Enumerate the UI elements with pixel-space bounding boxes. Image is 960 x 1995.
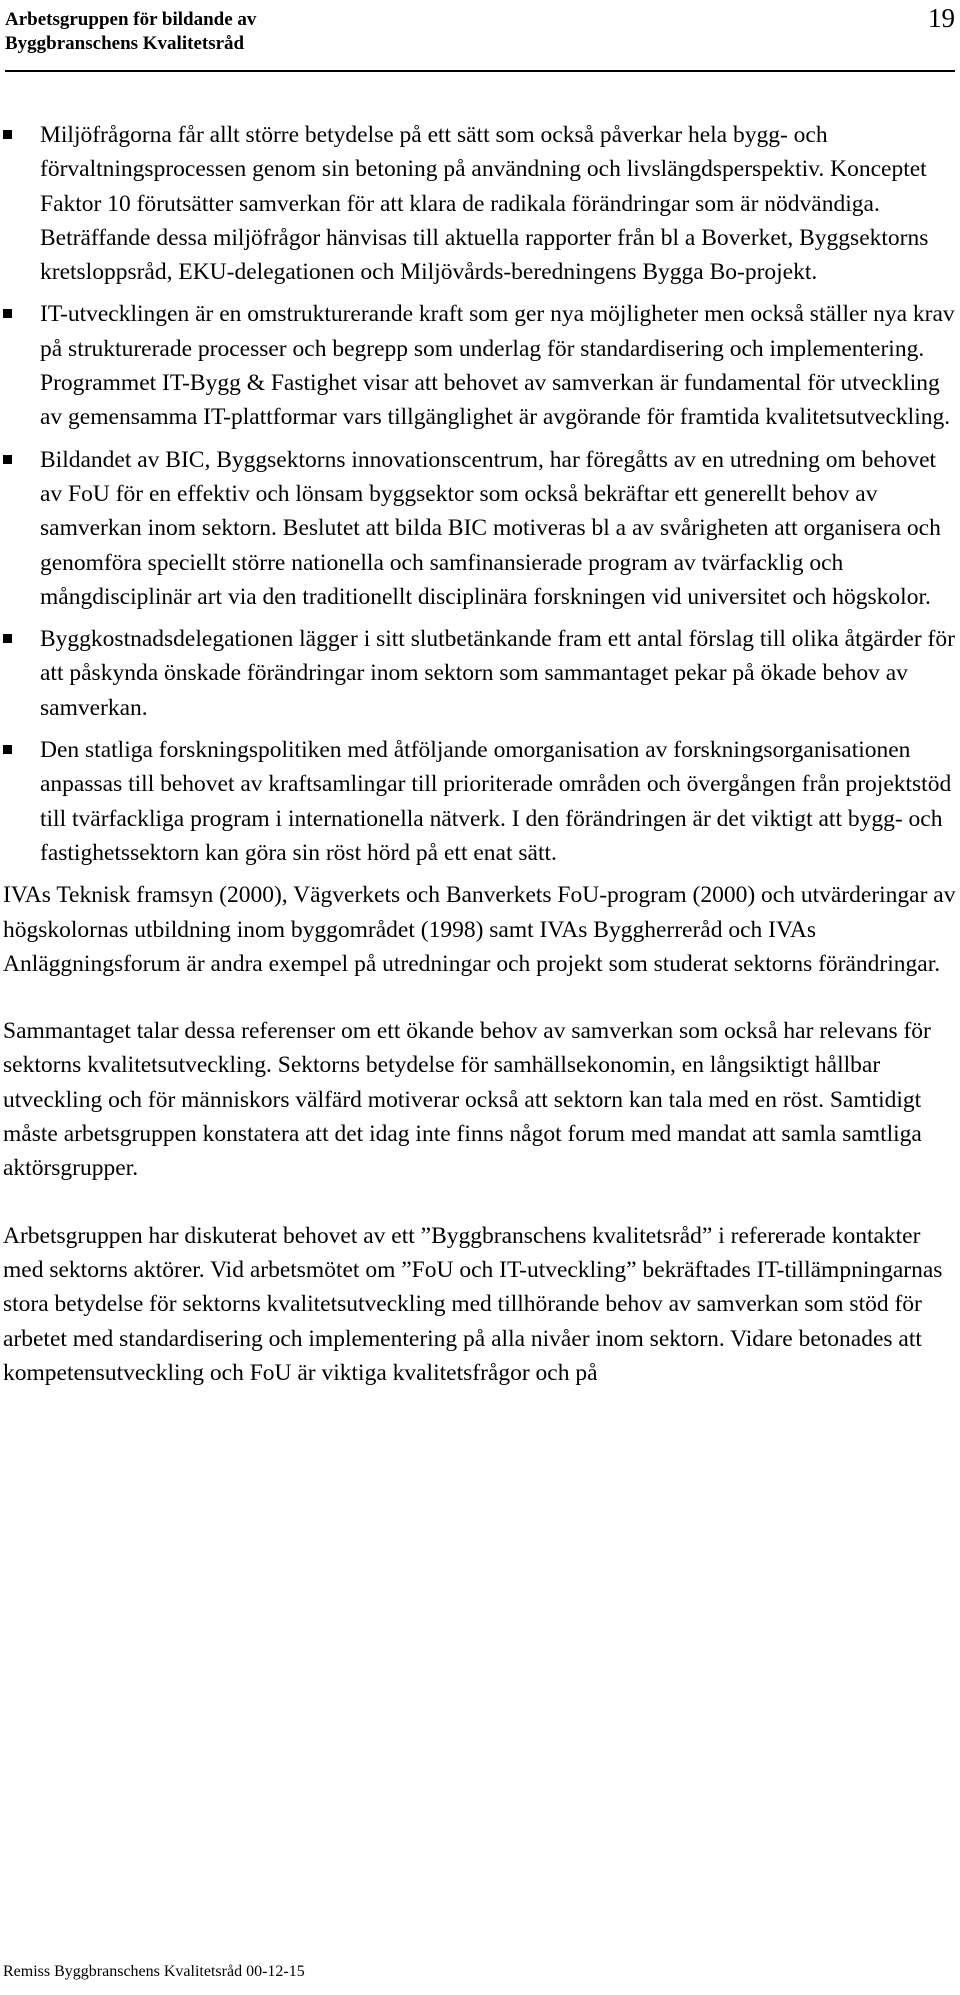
list-item (3, 118, 956, 289)
bullet-text: IT-utvecklingen är en omstrukturerande kraft som ger nya möjligheter men också ställer nya krav på strukturerade processer och begrepp som underlag för standardisering och implementering. Programmet IT-Bygg & Fastighet visar att behovet av samverkan är fundamental för utveckling av gemensamma IT-plattformar vars tillgänglighet är avgörande för framtida kvalitetsutveckling. (40, 301, 955, 431)
list-item (3, 622, 956, 725)
bullet-text: Byggkostnadsdelegationen lägger i sitt slutbetänkande fram ett antal förslag till olika åtgärder för att påskynda önskade förändringar inom sektorn som sammantaget pekar på ökade behov av samverkan. (40, 626, 955, 721)
list-item (3, 733, 956, 870)
header-title (5, 8, 955, 56)
document-body (3, 118, 956, 1422)
square-bullet-icon (3, 130, 12, 139)
list-item (3, 443, 956, 614)
bullet-text: Bildandet av BIC, Byggsektorns innovationscentrum, har föregåtts av en utredning om behovet av FoU för en effektiv och lönsam byggsektor som också bekräftar ett generellt behov av samverkan inom sektorn. Beslutet att bilda BIC motiveras bl a av svårigheten att organisera och genomföra speciellt större nationella och samfinansierade program av tvärfacklig och mångdisciplinär art via den traditionellt disciplinära forskningen vid universitet och högskolor. (40, 446, 941, 610)
page-header (5, 3, 955, 72)
body-paragraph: IVAs Teknisk framsyn (2000), Vägverkets och Banverkets FoU-program (2000) och utvärderingar av högskolornas utbildning inom byggområdet (1998) samt IVAs Byggherreråd och IVAs Anläggningsforum är andra exempel på utredningar och projekt som studerat sektorns förändringar. (3, 882, 956, 977)
square-bullet-icon (3, 309, 12, 318)
bullet-list (3, 118, 956, 870)
bullet-text: Den statliga forskningspolitiken med åtföljande omorganisation av forskningsorganisationen anpassas till behovet av kraftsamlingar till prioriterade områden och övergången från projektstöd till tvärfackliga program i internationella nätverk. I den förändringen är det viktigt att bygg- och fastighetssektorn kan göra sin röst hörd på ett enat sätt. (40, 737, 952, 866)
square-bullet-icon (3, 634, 12, 643)
square-bullet-icon (3, 745, 12, 754)
body-paragraph: Arbetsgruppen har diskuterat behovet av ett ”Byggbranschens kvalitetsråd” i refererade kontakter med sektorns aktörer. Vid arbetsmötet om ”FoU och IT-utveckling” bekräftades IT-tillämpningarnas stora betydelse för sektorns kvalitetsutveckling med tillhörande behov av samverkan som stöd för arbetet med standardisering och implementering på alla nivåer inom sektorn. Vidare betonades att kompetensutveckling och FoU är viktiga kvalitetsfrågor och på (3, 1222, 943, 1386)
page-number: 19 (928, 3, 955, 33)
list-item (3, 297, 956, 434)
square-bullet-icon (3, 455, 12, 464)
bullet-text: Miljöfrågorna får allt större betydelse på ett sätt som också påverkar hela bygg- och förvaltningsprocessen genom sin betoning på användning och livslängdsperspektiv. Konceptet Faktor 10 förutsätter samverkan för att klara de radikala förändringar som är nödvändiga. Beträffande dessa miljöfrågor hänvisas till aktuella rapporter från bl a Boverket, Byggsektorns kretsloppsråd, EKU-delegationen och Miljövårds-beredningens Bygga Bo-projekt. (40, 122, 929, 286)
header-title-line-1: Arbetsgruppen för bildande av (5, 9, 257, 30)
header-title-line-2: Byggbranschens Kvalitetsråd (5, 33, 245, 54)
body-paragraph: Sammantaget talar dessa referenser om ett ökande behov av samverkan som också har relevans för sektorns kvalitetsutveckling. Sektorns betydelse för samhällsekonomin, en långsiktigt hållbar utveckling och för människors välfärd motiverar också att sektorn kan tala med en röst. Samtidigt måste arbetsgruppen konstatera att det idag inte finns något forum med mandat att samla samtliga aktörsgrupper. (3, 1018, 931, 1182)
header-divider (5, 70, 955, 72)
page-footer: Remiss Byggbranschens Kvalitetsråd 00-12-15 (3, 1963, 305, 1980)
